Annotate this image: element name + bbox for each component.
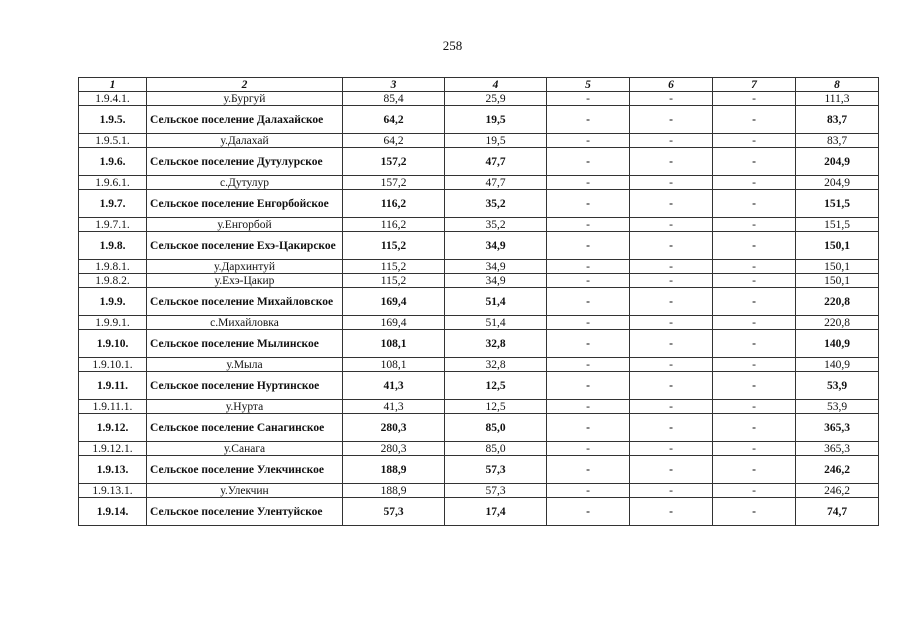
col-3-value: 41,3: [343, 400, 445, 414]
row-name: у.Енгорбой: [147, 218, 343, 232]
col-8-value: 365,3: [796, 414, 879, 442]
col-4-value: 35,2: [445, 190, 547, 218]
col-8-value: 220,8: [796, 316, 879, 330]
col-4-value: 57,3: [445, 456, 547, 484]
table-row-settlement: [79, 330, 879, 358]
row-code: 1.9.12.1.: [79, 442, 147, 456]
col-7-value: -: [713, 190, 796, 218]
col-5-value: -: [547, 400, 630, 414]
col-3-value: 280,3: [343, 442, 445, 456]
col-4-value: 19,5: [445, 106, 547, 134]
col-6-value: -: [630, 218, 713, 232]
col-5-value: -: [547, 218, 630, 232]
col-5-value: -: [547, 274, 630, 288]
row-name: у.Дархинтуй: [147, 260, 343, 274]
col-3-value: 157,2: [343, 176, 445, 190]
table-row-settlement: [79, 456, 879, 484]
col-8-value: 140,9: [796, 358, 879, 372]
row-code: 1.9.8.2.: [79, 274, 147, 288]
col-4-value: 25,9: [445, 92, 547, 106]
row-name: Сельское поселение Дутулурское: [147, 148, 343, 176]
col-7-value: -: [713, 372, 796, 400]
col-4-value: 51,4: [445, 288, 547, 316]
table-row-locality: [79, 218, 879, 232]
col-6-value: -: [630, 176, 713, 190]
col-4-value: 17,4: [445, 498, 547, 526]
page-number: 258: [442, 38, 463, 53]
col-4-value: 19,5: [445, 134, 547, 148]
row-code: 1.9.9.: [79, 288, 147, 316]
col-8-value: 53,9: [796, 400, 879, 414]
row-name: Сельское поселение Мылинское: [147, 330, 343, 358]
header-col-2: 2: [147, 78, 343, 92]
table-row-locality: [79, 358, 879, 372]
row-code: 1.9.10.1.: [79, 358, 147, 372]
row-code: 1.9.8.1.: [79, 260, 147, 274]
col-7-value: -: [713, 442, 796, 456]
col-5-value: -: [547, 330, 630, 358]
table-row-settlement: [79, 498, 879, 526]
col-4-value: 34,9: [445, 274, 547, 288]
row-name: Сельское поселение Санагинское: [147, 414, 343, 442]
col-3-value: 64,2: [343, 106, 445, 134]
col-8-value: 151,5: [796, 218, 879, 232]
row-name: Сельское поселение Ехэ-Цакирское: [147, 232, 343, 260]
table-row-settlement: [79, 288, 879, 316]
row-code: 1.9.12.: [79, 414, 147, 442]
col-8-value: 220,8: [796, 288, 879, 316]
col-3-value: 188,9: [343, 456, 445, 484]
col-7-value: -: [713, 288, 796, 316]
row-code: 1.9.14.: [79, 498, 147, 526]
header-col-3: 3: [343, 78, 445, 92]
col-6-value: -: [630, 148, 713, 176]
col-6-value: -: [630, 330, 713, 358]
table-row-locality: [79, 92, 879, 106]
col-6-value: -: [630, 190, 713, 218]
header-col-6: 6: [630, 78, 713, 92]
row-code: 1.9.7.: [79, 190, 147, 218]
col-6-value: -: [630, 134, 713, 148]
col-3-value: 116,2: [343, 190, 445, 218]
col-7-value: -: [713, 92, 796, 106]
col-6-value: -: [630, 358, 713, 372]
col-8-value: 140,9: [796, 330, 879, 358]
table-row-settlement: [79, 372, 879, 400]
row-code: 1.9.13.1.: [79, 484, 147, 498]
col-7-value: -: [713, 106, 796, 134]
col-7-value: -: [713, 148, 796, 176]
col-7-value: -: [713, 218, 796, 232]
col-4-value: 32,8: [445, 358, 547, 372]
table-row-locality: [79, 400, 879, 414]
col-7-value: -: [713, 358, 796, 372]
row-code: 1.9.11.: [79, 372, 147, 400]
col-4-value: 57,3: [445, 484, 547, 498]
row-code: 1.9.6.: [79, 148, 147, 176]
table-row-locality: [79, 274, 879, 288]
col-5-value: -: [547, 414, 630, 442]
col-5-value: -: [547, 442, 630, 456]
row-code: 1.9.4.1.: [79, 92, 147, 106]
col-7-value: -: [713, 456, 796, 484]
col-4-value: 12,5: [445, 372, 547, 400]
col-8-value: 83,7: [796, 106, 879, 134]
col-6-value: -: [630, 106, 713, 134]
col-5-value: -: [547, 190, 630, 218]
col-5-value: -: [547, 148, 630, 176]
col-5-value: -: [547, 106, 630, 134]
col-6-value: -: [630, 232, 713, 260]
table-row-settlement: [79, 232, 879, 260]
row-name: у.Бургуй: [147, 92, 343, 106]
row-name: у.Санага: [147, 442, 343, 456]
table-body: [79, 92, 879, 526]
data-table: [78, 77, 879, 526]
col-6-value: -: [630, 414, 713, 442]
col-5-value: -: [547, 456, 630, 484]
table-row-locality: [79, 134, 879, 148]
col-5-value: -: [547, 498, 630, 526]
row-name: у.Мыла: [147, 358, 343, 372]
col-3-value: 108,1: [343, 330, 445, 358]
col-5-value: -: [547, 358, 630, 372]
col-8-value: 204,9: [796, 148, 879, 176]
col-3-value: 115,2: [343, 260, 445, 274]
table-row-settlement: [79, 414, 879, 442]
col-7-value: -: [713, 484, 796, 498]
col-5-value: -: [547, 316, 630, 330]
row-code: 1.9.5.1.: [79, 134, 147, 148]
row-name: Сельское поселение Михайловское: [147, 288, 343, 316]
row-name: Сельское поселение Нуртинское: [147, 372, 343, 400]
col-4-value: 35,2: [445, 218, 547, 232]
col-5-value: -: [547, 484, 630, 498]
row-name: у.Далахай: [147, 134, 343, 148]
row-code: 1.9.5.: [79, 106, 147, 134]
col-8-value: 150,1: [796, 274, 879, 288]
header-col-5: 5: [547, 78, 630, 92]
col-4-value: 47,7: [445, 176, 547, 190]
row-name: с.Михайловка: [147, 316, 343, 330]
col-4-value: 51,4: [445, 316, 547, 330]
col-8-value: 204,9: [796, 176, 879, 190]
col-7-value: -: [713, 414, 796, 442]
col-6-value: -: [630, 372, 713, 400]
col-3-value: 169,4: [343, 288, 445, 316]
row-code: 1.9.7.1.: [79, 218, 147, 232]
col-3-value: 108,1: [343, 358, 445, 372]
header-col-1: 1: [79, 78, 147, 92]
col-8-value: 151,5: [796, 190, 879, 218]
col-3-value: 41,3: [343, 372, 445, 400]
table-row-settlement: [79, 190, 879, 218]
col-6-value: -: [630, 400, 713, 414]
col-8-value: 83,7: [796, 134, 879, 148]
table-row-locality: [79, 316, 879, 330]
table-row-locality: [79, 176, 879, 190]
col-7-value: -: [713, 274, 796, 288]
row-name: Сельское поселение Енгорбойское: [147, 190, 343, 218]
row-code: 1.9.11.1.: [79, 400, 147, 414]
col-6-value: -: [630, 92, 713, 106]
col-4-value: 32,8: [445, 330, 547, 358]
col-5-value: -: [547, 288, 630, 316]
col-8-value: 150,1: [796, 260, 879, 274]
col-8-value: 365,3: [796, 442, 879, 456]
row-name: Сельское поселение Улекчинское: [147, 456, 343, 484]
row-name: Сельское поселение Улентуйское: [147, 498, 343, 526]
col-8-value: 246,2: [796, 456, 879, 484]
row-code: 1.9.8.: [79, 232, 147, 260]
table-row-locality: [79, 442, 879, 456]
row-code: 1.9.9.1.: [79, 316, 147, 330]
table-row-locality: [79, 484, 879, 498]
col-8-value: 150,1: [796, 232, 879, 260]
row-name: у.Ехэ-Цакир: [147, 274, 343, 288]
col-6-value: -: [630, 498, 713, 526]
header-col-7: 7: [713, 78, 796, 92]
col-3-value: 115,2: [343, 232, 445, 260]
row-name: у.Нурта: [147, 400, 343, 414]
col-3-value: 280,3: [343, 414, 445, 442]
col-6-value: -: [630, 260, 713, 274]
col-7-value: -: [713, 260, 796, 274]
col-7-value: -: [713, 330, 796, 358]
col-6-value: -: [630, 274, 713, 288]
row-code: 1.9.10.: [79, 330, 147, 358]
col-5-value: -: [547, 232, 630, 260]
col-7-value: -: [713, 176, 796, 190]
header-row: [79, 78, 879, 92]
col-7-value: -: [713, 232, 796, 260]
col-8-value: 246,2: [796, 484, 879, 498]
row-code: 1.9.13.: [79, 456, 147, 484]
col-3-value: 57,3: [343, 498, 445, 526]
col-6-value: -: [630, 456, 713, 484]
col-6-value: -: [630, 316, 713, 330]
col-6-value: -: [630, 288, 713, 316]
header-col-4: 4: [445, 78, 547, 92]
row-name: у.Улекчин: [147, 484, 343, 498]
col-8-value: 111,3: [796, 92, 879, 106]
col-4-value: 47,7: [445, 148, 547, 176]
col-5-value: -: [547, 260, 630, 274]
col-4-value: 85,0: [445, 442, 547, 456]
col-4-value: 12,5: [445, 400, 547, 414]
col-3-value: 64,2: [343, 134, 445, 148]
header-col-8: 8: [796, 78, 879, 92]
col-7-value: -: [713, 316, 796, 330]
col-4-value: 34,9: [445, 232, 547, 260]
col-3-value: 85,4: [343, 92, 445, 106]
col-5-value: -: [547, 92, 630, 106]
col-7-value: -: [713, 400, 796, 414]
col-5-value: -: [547, 372, 630, 400]
row-name: Сельское поселение Далахайское: [147, 106, 343, 134]
col-4-value: 85,0: [445, 414, 547, 442]
col-5-value: -: [547, 134, 630, 148]
col-4-value: 34,9: [445, 260, 547, 274]
table-row-settlement: [79, 106, 879, 134]
col-3-value: 169,4: [343, 316, 445, 330]
row-name: с.Дутулур: [147, 176, 343, 190]
col-3-value: 116,2: [343, 218, 445, 232]
col-6-value: -: [630, 484, 713, 498]
col-5-value: -: [547, 176, 630, 190]
col-7-value: -: [713, 498, 796, 526]
row-code: 1.9.6.1.: [79, 176, 147, 190]
col-3-value: 157,2: [343, 148, 445, 176]
col-7-value: -: [713, 134, 796, 148]
table-row-locality: [79, 260, 879, 274]
col-8-value: 74,7: [796, 498, 879, 526]
col-3-value: 188,9: [343, 484, 445, 498]
col-3-value: 115,2: [343, 274, 445, 288]
col-6-value: -: [630, 442, 713, 456]
col-8-value: 53,9: [796, 372, 879, 400]
table-row-settlement: [79, 148, 879, 176]
